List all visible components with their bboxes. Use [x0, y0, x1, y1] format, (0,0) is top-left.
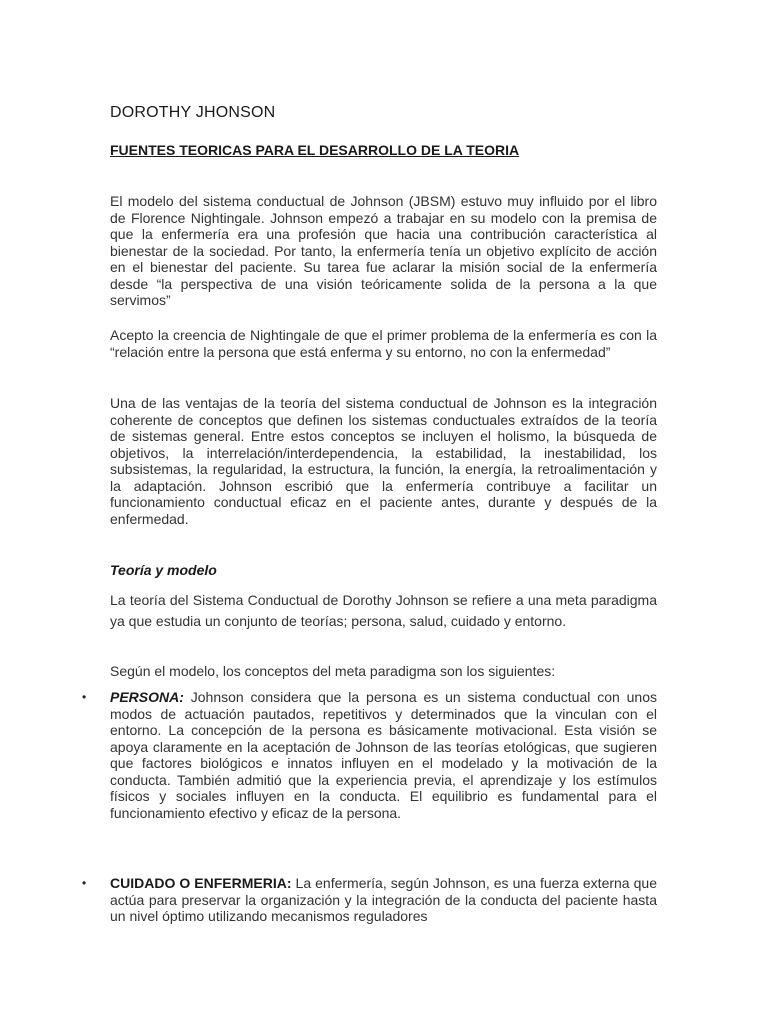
- bullet-text: Johnson considera que la persona es un sistema conductual con unos modos de actuación pautados, repetitivos y determinados que la vinculan con el entorno. La concepción de la persona es básicamente motivacional. Esta visión se apoya claramente en la aceptación de Johnson de las teorías etológicas, que sugieren que factores biológicos e innatos influyen en el modelado y la motivación de la conducta. También admitió que la experiencia previa, el aprendizaje y los estímulos físicos y sociales influyen en la conducta. El equilibrio es fundamental para el funcionamiento efectivo y eficaz de la persona.: [110, 689, 657, 821]
- paragraph: Según el modelo, los conceptos del meta paradigma son los siguientes:: [110, 663, 556, 679]
- paragraph: La teoría del Sistema Conductual de Dorothy Johnson se refiere a una meta paradigma ya que estudia un conjunto de teorías; persona, salud, cuidado y entorno.: [110, 592, 657, 629]
- bullet-text: La enfermería, según Johnson, es una fuerza externa que actúa para preservar la organización y la integración de la conducta del paciente hasta un nivel óptimo utilizando mecanismos reguladores: [110, 875, 657, 924]
- bullet-icon: •: [82, 690, 87, 704]
- list-item: [82, 875, 657, 925]
- document-title: DOROTHY JHONSON: [110, 104, 276, 121]
- section-heading: FUENTES TEORICAS PARA EL DESARROLLO DE LA TEORIA: [110, 142, 520, 158]
- bullet-term: CUIDADO O ENFERMERIA:: [110, 875, 292, 891]
- paragraph: Una de las ventajas de la teoría del sistema conductual de Johnson es la integración coherente de conceptos que definen los sistemas conductuales extraídos de la teoría de sistemas general. Entre estos conceptos se incluyen el holismo, la búsqueda de objetivos, la interrelación/interdependencia, la estabilidad, la inestabilidad, los subsistemas, la regularidad, la estructura, la función, la energía, la retroalimentación y la adaptación. Johnson escribió que la enfermería contribuye a facilitar un funcionamiento conductual eficaz en el paciente antes, durante y después de la enfermedad.: [110, 395, 657, 527]
- sub-heading: Teoría y modelo: [110, 562, 217, 578]
- bullet-icon: •: [82, 876, 87, 890]
- list-item: [82, 689, 657, 821]
- paragraph: El modelo del sistema conductual de Johnson (JBSM) estuvo muy influido por el libro de Florence Nightingale. Johnson empezó a trabajar en su modelo con la premisa de que la enfermería era una profesión que hacia una contribución característica al bienestar de la sociedad. Por tanto, la enfermería tenía un objetivo explícito de acción en el bienestar del paciente. Su tarea fue aclarar la misión social de la enfermería desde “la perspectiva de una visión teóricamente solida de la persona a la que servimos”: [110, 193, 657, 308]
- bullet-term: PERSONA:: [110, 689, 184, 705]
- paragraph: Acepto la creencia de Nightingale de que el primer problema de la enfermería es con la “relación entre la persona que está enferma y su entorno, no con la enfermedad”: [110, 327, 657, 360]
